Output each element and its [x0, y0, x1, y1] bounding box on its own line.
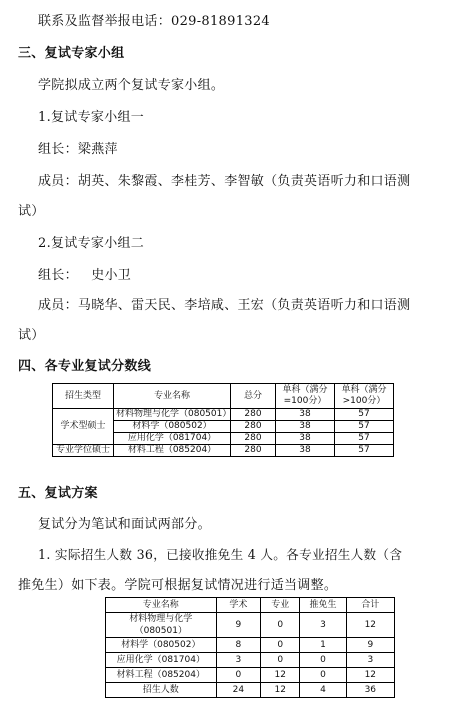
table-header: 推免生	[300, 598, 346, 613]
group2-title: 2.复试专家小组二	[38, 236, 145, 251]
table-cell: 材料学（080502）	[106, 638, 217, 653]
table-header: 单科（满分>100分）	[335, 384, 394, 409]
enrollment-table	[105, 597, 395, 698]
group2-members: 成员：马晓华、雷天民、李培咸、王宏（负责英语听力和口语测	[38, 298, 411, 313]
table-cell: 0	[261, 638, 300, 653]
table-cell: 9	[216, 613, 261, 638]
table-cell: 38	[276, 433, 335, 445]
table-cell: 0	[300, 653, 346, 668]
table-cell: 57	[335, 421, 394, 433]
table-cell: 0	[261, 653, 300, 668]
table-header: 单科（满分=100分）	[276, 384, 335, 409]
score-line-table	[52, 383, 394, 457]
table-cell: 36	[346, 683, 394, 698]
section3-intro: 学院拟成立两个复试专家小组。	[38, 78, 225, 93]
table-header: 专业	[261, 598, 300, 613]
table-cell: 280	[231, 445, 276, 457]
table-cell: 57	[335, 409, 394, 421]
table-cell: 材料学（080502）	[114, 421, 231, 433]
table-header: 专业名称	[114, 384, 231, 409]
table-cell: 材料工程（085204）	[106, 668, 217, 683]
table-cell: 3	[216, 653, 261, 668]
table-cell: 3	[346, 653, 394, 668]
type-cell: 学术型硕士	[53, 409, 114, 445]
table-cell: 4	[300, 683, 346, 698]
contact-line: 联系及监督举报电话：029-81891324	[38, 14, 270, 29]
table-cell: 8	[216, 638, 261, 653]
type-cell: 专业学位硕士	[53, 445, 114, 457]
table-row	[106, 638, 395, 653]
table-cell: 12	[261, 683, 300, 698]
table-row	[106, 668, 395, 683]
table-cell: 0	[216, 668, 261, 683]
group2-members-cont: 试）	[18, 328, 45, 343]
table-header: 总分	[231, 384, 276, 409]
section5-para1: 1. 实际招生人数 36，已接收推免生 4 人。各专业招生人数（含	[38, 547, 403, 562]
table-cell: 280	[231, 409, 276, 421]
table-header: 专业名称	[106, 598, 217, 613]
section5-intro: 复试分为笔试和面试两部分。	[38, 517, 211, 532]
table-row	[53, 445, 394, 457]
table-cell: 24	[216, 683, 261, 698]
table-cell: 材料物理与化学（080501）	[114, 409, 231, 421]
table-cell: 12	[346, 668, 394, 683]
table-header: 合计	[346, 598, 394, 613]
table-header: 学术	[216, 598, 261, 613]
table-cell: 38	[276, 445, 335, 457]
table-header-row	[53, 384, 394, 409]
table-cell: 材料工程（085204）	[114, 445, 231, 457]
table-row	[53, 409, 394, 421]
table-cell: 38	[276, 409, 335, 421]
table-cell: 12	[261, 668, 300, 683]
table-cell: 280	[231, 433, 276, 445]
table-header: 招生类型	[53, 384, 114, 409]
section4-heading: 四、各专业复试分数线	[18, 359, 152, 374]
table-cell: 38	[276, 421, 335, 433]
table-header-row	[106, 598, 395, 613]
section5-para1-cont: 推免生）如下表。学院可根据复试情况进行适当调整。	[18, 578, 338, 593]
table-row	[106, 613, 395, 638]
table-cell: 应用化学（081704）	[114, 433, 231, 445]
table-row	[106, 653, 395, 668]
group1-leader: 组长：梁燕萍	[38, 142, 118, 157]
section3-heading: 三、复试专家小组	[18, 46, 125, 61]
table-cell: 9	[346, 638, 394, 653]
table-cell: 0	[300, 668, 346, 683]
group1-members-cont: 试）	[18, 204, 45, 219]
group2-leader: 组长： 史小卫	[38, 268, 132, 283]
table-cell: 0	[261, 613, 300, 638]
table-cell: 3	[300, 613, 346, 638]
group1-title: 1.复试专家小组一	[38, 110, 145, 125]
section5-heading: 五、复试方案	[18, 486, 98, 501]
table-cell: 280	[231, 421, 276, 433]
table-cell: 材料物理与化学（080501）	[106, 613, 217, 638]
table-cell: 12	[346, 613, 394, 638]
table-row	[106, 683, 395, 698]
table-cell: 57	[335, 433, 394, 445]
table-cell: 应用化学（081704）	[106, 653, 217, 668]
table-cell: 招生人数	[106, 683, 217, 698]
group1-members: 成员：胡英、朱黎霞、李桂芳、李智敏（负责英语听力和口语测	[38, 174, 411, 189]
table-cell: 1	[300, 638, 346, 653]
table-cell: 57	[335, 445, 394, 457]
